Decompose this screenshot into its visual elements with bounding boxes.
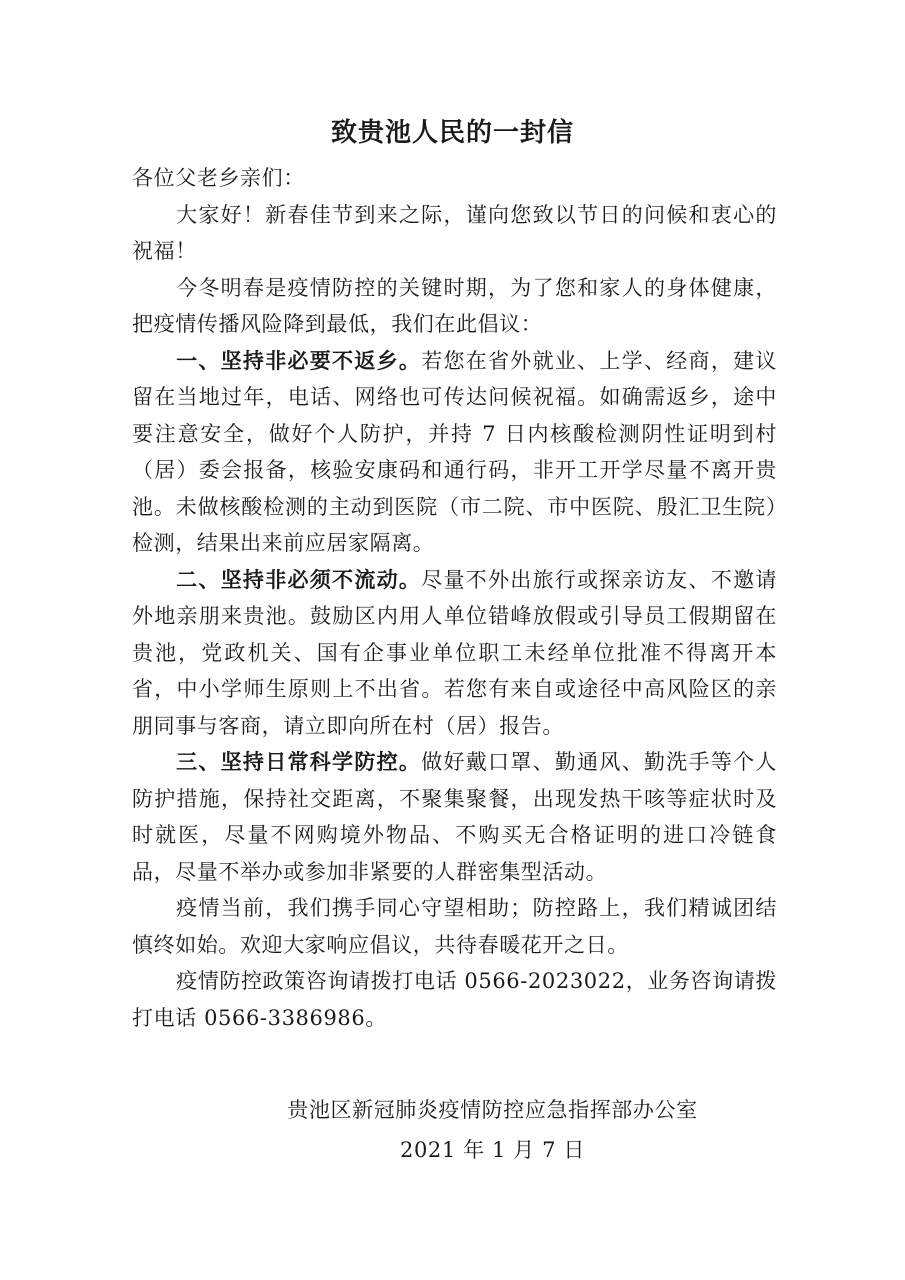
proposal-paragraph [132,744,777,890]
proposal-heading: 一、坚持非必要不返乡。 [176,348,422,373]
intro-paragraph: 今冬明春是疫情防控的关键时期，为了您和家人的身体健康，把疫情传播风险降到最低，我们在此倡议： [132,275,777,336]
proposal-text: 尽量不外出旅行或探亲访友、不邀请外地亲朋来贵池。鼓励区内用人单位错峰放假或引导员工假期留在贵池，党政机关、国有企事业单位职工未经单位批准不得离开本省，中小学师生原则上不出省。若您有来自或途径中高风险区的亲朋同事与客商，请立即向所在村（居）报告。 [132,567,777,738]
salutation: 各位父老乡亲们： [132,166,305,190]
proposal-paragraph [132,343,777,562]
proposal-heading: 三、坚持日常科学防控。 [176,750,422,774]
signature-organization: 贵池区新冠肺炎疫情防控应急指挥部办公室 [287,1098,698,1122]
proposal-paragraph [132,562,777,745]
signature-date: 2021 年 1 月 7 日 [400,1138,585,1162]
hotline-paragraph: 疫情防控政策咨询请拨打电话 0566-2023022，业务咨询请拨打电话 0566-3386986。 [132,969,777,1030]
closing-paragraph: 疫情当前，我们携手同心守望相助；防控路上，我们精诚团结慎终如始。欢迎大家响应倡议，共待春暖花开之日。 [132,896,777,957]
proposal-heading: 二、坚持非必须不流动。 [176,567,422,592]
letter-body [132,160,777,1036]
proposal-text: 若您在省外就业、上学、经商，建议留在当地过年，电话、网络也可传达问候祝福。如确需返乡，途中要注意安全，做好个人防护，并持 7 日内核酸检测阴性证明到村（居）委会报备，核验安康码和通行码，非开工开学尽量不离开贵池。未做核酸检测的主动到医院（市二院、市中医院、殷汇卫生院）检测，结果出来前应居家隔离。 [132,348,777,555]
greeting-paragraph: 大家好！新春佳节到来之际，谨向您致以节日的问候和衷心的祝福！ [132,202,777,263]
letter-title: 致贵池人民的一封信 [330,118,574,148]
proposal-text: 做好戴口罩、勤通风、勤洗手等个人防护措施，保持社交距离，不聚集聚餐，出现发热干咳等症状时及时就医，尽量不网购境外物品、不购买无合格证明的进口冷链食品，尽量不举办或参加非紧要的人群密集型活动。 [132,750,777,884]
